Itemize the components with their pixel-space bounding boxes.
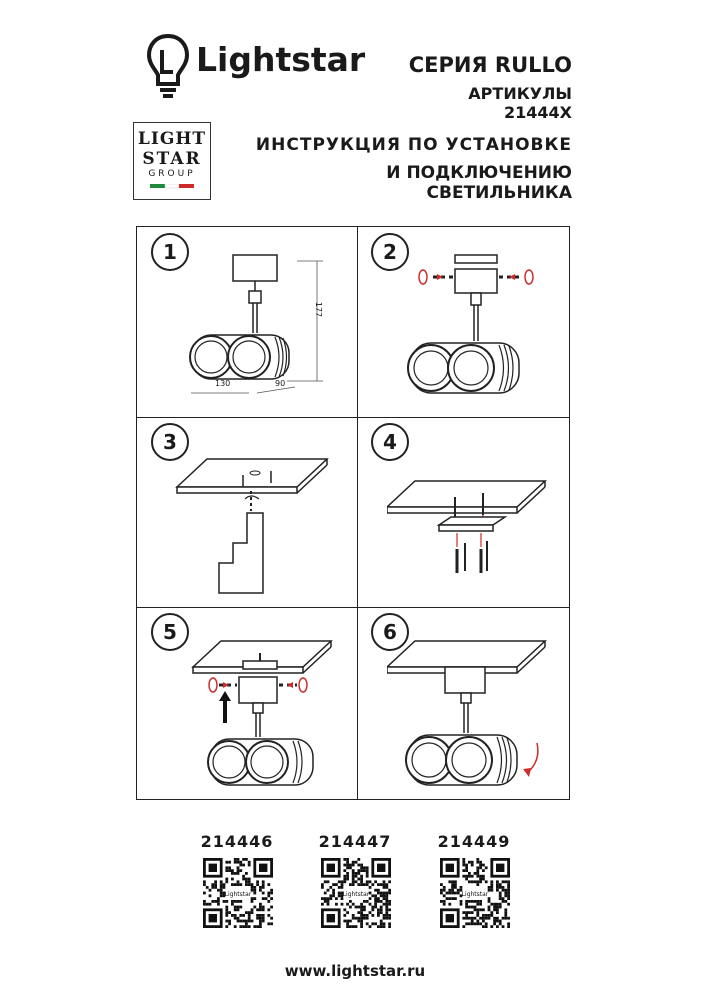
article-code-214447: 214447 xyxy=(318,832,392,851)
step-5-number: 5 xyxy=(151,613,189,651)
articles-title: АРТИКУЛЫ 21444Х xyxy=(468,84,572,122)
dim-height-label: 177 xyxy=(314,301,324,318)
dim-width-a-label: 130 xyxy=(215,379,231,388)
lightstar-group-logo xyxy=(133,122,211,200)
article-code-214446: 214446 xyxy=(200,832,274,851)
steps-grid xyxy=(136,226,570,800)
series-title: СЕРИЯ RULLO xyxy=(408,53,572,77)
step-4-number: 4 xyxy=(371,423,409,461)
instruction-title-line2: И ПОДКЛЮЧЕНИЮ СВЕТИЛЬНИКА xyxy=(386,163,572,203)
instruction-title-line1: ИНСТРУКЦИЯ ПО УСТАНОВКЕ xyxy=(255,135,572,155)
website-link[interactable]: www.lightstar.ru xyxy=(284,962,426,980)
group-logo-line1: LIGHT xyxy=(137,129,207,149)
qr-code-214447[interactable] xyxy=(321,858,391,928)
step-2-number: 2 xyxy=(371,233,409,271)
step-4-illustration xyxy=(387,467,557,597)
step-3-illustration xyxy=(167,447,347,607)
qr-center-label: Lightstar xyxy=(224,891,252,898)
step-6-illustration xyxy=(387,633,557,793)
dim-width-b-label: 90 xyxy=(275,379,286,388)
qr-center-label: Lightstar xyxy=(461,891,489,898)
qr-code-214446[interactable] xyxy=(203,858,273,928)
step-6-number: 6 xyxy=(371,613,409,651)
step-1-number: 1 xyxy=(151,233,189,271)
qr-center-label: Lightstar xyxy=(342,891,370,898)
lightstar-bulb-icon xyxy=(146,32,190,102)
qr-code-214449[interactable] xyxy=(440,858,510,928)
group-logo-line3: GROUP xyxy=(148,169,196,179)
step-1-dimensions-illustration xyxy=(177,247,357,417)
group-logo-line2: STAR xyxy=(142,149,202,169)
italian-flag-stripe xyxy=(150,184,194,189)
step-3-number: 3 xyxy=(151,423,189,461)
step-5-illustration xyxy=(167,633,347,793)
step-2-illustration xyxy=(387,247,557,407)
article-code-214449: 214449 xyxy=(437,832,511,851)
brand-logo-text: Lightstar xyxy=(196,40,366,79)
